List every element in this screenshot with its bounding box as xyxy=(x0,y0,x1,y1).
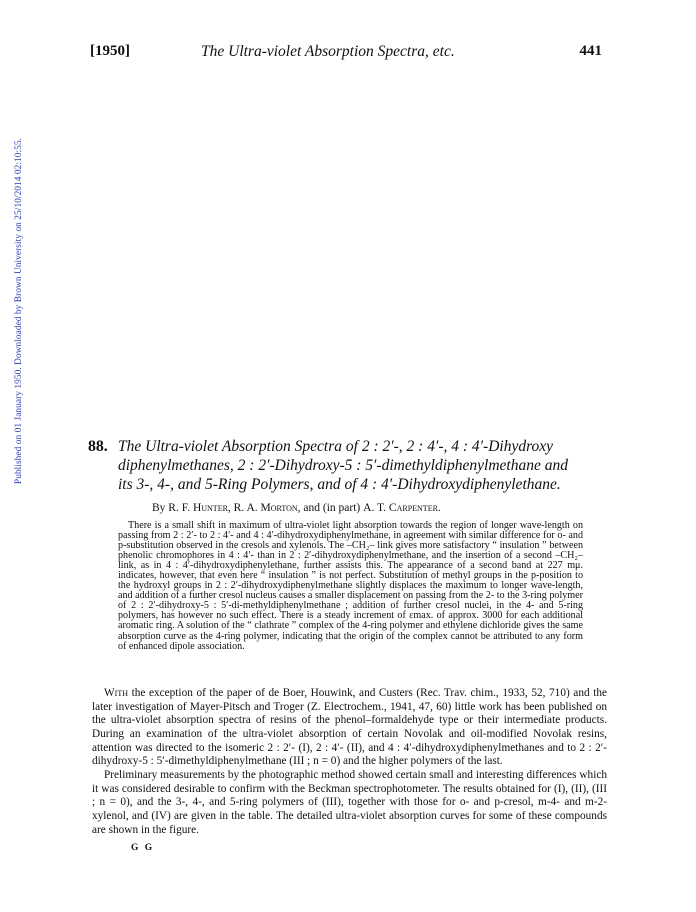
lead-word: With xyxy=(104,687,128,699)
signature-mark: G G xyxy=(131,843,155,853)
article-number: 88. xyxy=(88,438,108,455)
authors-and-part: and (in part) xyxy=(303,502,361,514)
authors-by: By xyxy=(152,502,166,514)
article-title-line-1: The Ultra-violet Absorption Spectra of 2 : 2′-, 2 : 4′-, 4 : 4′-Dihydroxy xyxy=(118,438,554,455)
body-paragraph-2: Preliminary measurements by the photographic method showed certain small and interesting differences which it was considered desirable to confirm with the Beckman spectrophotometer. The results obtained for (I), (II), (III ; n = 0), and the 3-, 4-, and 5-ring polymers of (III), together with those for o- and p-cresol, m-4- and m-2-xylenol, and (IV) are given in the table. The detailed ultra-violet absorption curves for some of these compounds are shown in the figure. xyxy=(92,768,607,836)
body-text xyxy=(92,687,607,837)
author-2: R. A. Morton, xyxy=(233,502,301,514)
author-1: R. F. Hunter, xyxy=(168,502,231,514)
article-title-line-3: its 3-, 4-, and 5-Ring Polymers, and of 4 : 4′-Dihydroxydiphenylethane. xyxy=(118,476,561,493)
body-paragraph-1 xyxy=(92,687,607,769)
author-3: A. T. Carpenter. xyxy=(363,502,441,514)
abstract-text: There is a small shift in maximum of ultra-violet light absorption towards the region of longer wave-length on passing from 2 : 2′- to 2 : 4′- and 4 : 4′-dihydroxydiphenylmethane, in agreement with similar difference for o- and p-substitution observed in the cresols and xylenols. The –CH₂– link gives more satisfactory “ insulation ” between phenolic chromophores in 4 : 4′- than in 2 : 2′-dihydroxydiphenylmethane, and the insertion of a second –CH₂– link, as in 4 : 4′-dihydroxydiphenylethane, further assists this. The appearance of a second band at 227 mμ. indicates, however, that even here “ insulation ” is not perfect. Substitution of methyl groups in the p-position to the hydroxyl groups in 2 : 2′-dihydroxydiphenylmethane slightly displaces the maximum to longer wave-length, and addition of a further cresol nucleus causes a smaller displacement on passing from the 2- to the 3-ring polymer of 2 : 2′-dihydroxy-5 : 5′-di-methyldiphenylmethane ; addition of further cresol nuclei, in the 4- and 5-ring polymers, has however no such effect. There is a steady increment of εmax. of approx. 3000 for each additional aromatic ring. A solution of the “ clathrate ” complex of the 4-ring polymer and ethylene dichloride gives the same absorption curve as the 4-ring polymer, indicating that the origin of the complex cannot be attributed to any form of enhanced dipole association. xyxy=(118,520,583,652)
body-paragraph-1-text: the exception of the paper of de Boer, Houwink, and Custers (Rec. Trav. chim., 1933, 52, 710) and the later investigation of Mayer-Pitsch and Troger (Z. Electrochem., 1941, 47, 60) little work has been published on the ultra-violet absorption spectra of resins of the phenol–formaldehyde type or their intermediate products. During an examination of the ultra-violet absorption of certain Novolak and oil-modified Novolak resins, attention was directed to the isomeric 2 : 2′- (I), 2 : 4′- (II), and 4 : 4′-dihydroxydiphenylmethanes and to 2 : 2′-dihydroxy-5 : 5′-dimethyldiphenylmethane (III ; n = 0) and the higher polymers of the last. xyxy=(92,687,607,768)
running-head-year: [1950] xyxy=(90,43,130,59)
running-head-title: The Ultra-violet Absorption Spectra, etc. xyxy=(201,43,455,60)
page-number: 441 xyxy=(579,43,602,59)
publication-side-note[interactable]: Published on 01 January 1950. Downloaded by Brown University on 25/10/2014 02:10:55. xyxy=(14,137,24,485)
running-head xyxy=(90,43,602,65)
authors-line xyxy=(152,502,441,514)
abstract xyxy=(118,521,583,652)
article-title-line-2: diphenylmethanes, 2 : 2′-Dihydroxy-5 : 5′-dimethyldiphenylmethane and xyxy=(118,457,568,474)
